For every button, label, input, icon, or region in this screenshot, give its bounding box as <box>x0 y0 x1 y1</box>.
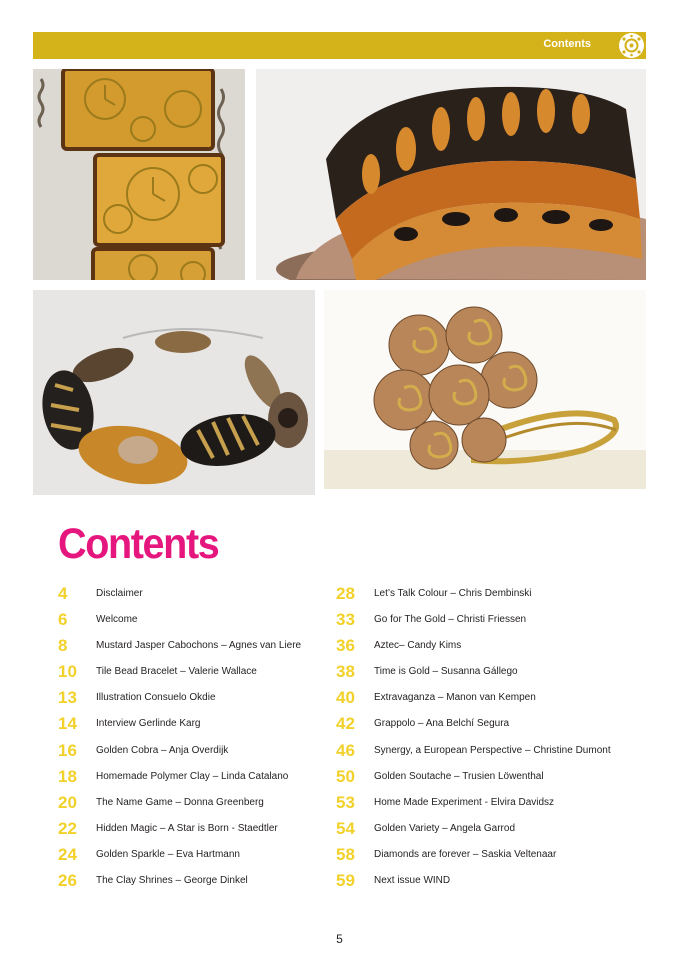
toc-page-number: 54 <box>336 818 355 838</box>
toc-title: Hidden Magic – A Star is Born - Staedtler <box>96 822 278 834</box>
toc-page-number: 59 <box>336 871 355 891</box>
toc-title: Go for The Gold – Christi Friessen <box>374 614 527 626</box>
toc-page-number: 8 <box>58 636 68 656</box>
toc-title: Mustard Jasper Cabochons – Agnes van Liere <box>96 640 302 652</box>
toc-title: The Name Game – Donna Greenberg <box>96 796 264 808</box>
toc-title: Interview Gerlinde Karg <box>96 718 201 730</box>
wire-ring-photo <box>324 290 646 489</box>
toc-page-number: 53 <box>336 792 355 812</box>
toc-page-number: 18 <box>58 766 77 786</box>
toc-title: The Clay Shrines – George Dinkel <box>96 875 248 887</box>
toc-title: Let’s Talk Colour – Chris Dembinski <box>374 588 532 599</box>
toc-page-number: 4 <box>58 584 68 603</box>
toc-page-number: 10 <box>58 662 77 682</box>
toc-title: Extravaganza – Manon van Kempen <box>374 692 536 704</box>
page-number: 5 <box>336 932 343 946</box>
toc-title: Time is Gold – Susanna Gállego <box>374 666 518 678</box>
toc-page-number: 40 <box>336 688 355 708</box>
toc-title: Home Made Experiment - Elvira Davidsz <box>374 796 555 808</box>
toc-page-number: 36 <box>336 636 355 656</box>
toc-title: Homemade Polymer Clay – Linda Catalano <box>96 770 289 782</box>
toc-page-number: 16 <box>58 740 77 760</box>
toc-title: Next issue WIND <box>374 875 451 887</box>
toc-title: Diamonds are forever – Saskia Veltenaar <box>374 848 557 860</box>
toc-title: Illustration Consuelo Okdie <box>96 692 216 704</box>
header-title: Contents <box>543 38 591 50</box>
toc-page-number: 33 <box>336 610 355 630</box>
toc-page-number: 24 <box>58 844 77 864</box>
toc-title: Golden Variety – Angela Garrod <box>374 822 516 834</box>
contents-heading: Contents <box>58 520 219 568</box>
toc-title: Synergy, a European Perspective – Christine Dumont <box>374 744 611 756</box>
toc-page-number: 28 <box>336 584 355 603</box>
toc-title: Golden Cobra – Anja Overdijk <box>96 744 229 756</box>
toc-page-number: 26 <box>58 871 77 891</box>
toc-page-number: 20 <box>58 792 77 812</box>
toc-page-number: 46 <box>336 740 355 760</box>
toc-title: Welcome <box>96 614 138 626</box>
toc-title: Aztec– Candy Kims <box>374 640 462 652</box>
toc-page-number: 13 <box>58 688 77 708</box>
toc-title: Tile Bead Bracelet – Valerie Wallace <box>96 666 257 678</box>
header-bar <box>33 32 646 59</box>
toc-title: Grappolo – Ana Belchí Segura <box>374 718 510 730</box>
toc-page-number: 14 <box>58 714 77 734</box>
toc-page-number: 6 <box>58 610 68 630</box>
toc-title: Golden Soutache – Trusien Löwenthal <box>374 770 544 782</box>
toc-title: Golden Sparkle – Eva Hartmann <box>96 848 240 860</box>
toc-page-number: 38 <box>336 662 355 682</box>
ornament-icon <box>619 33 644 58</box>
toc-page-number: 22 <box>58 818 77 838</box>
clock-tile-bracelet-photo <box>33 69 245 280</box>
toc-title: Disclaimer <box>96 588 143 599</box>
toc-page-number: 58 <box>336 844 355 864</box>
toc-page-number: 42 <box>336 714 355 734</box>
striped-necklace-photo <box>33 290 315 495</box>
bangles-photo <box>256 69 646 280</box>
toc-page-number: 50 <box>336 766 355 786</box>
